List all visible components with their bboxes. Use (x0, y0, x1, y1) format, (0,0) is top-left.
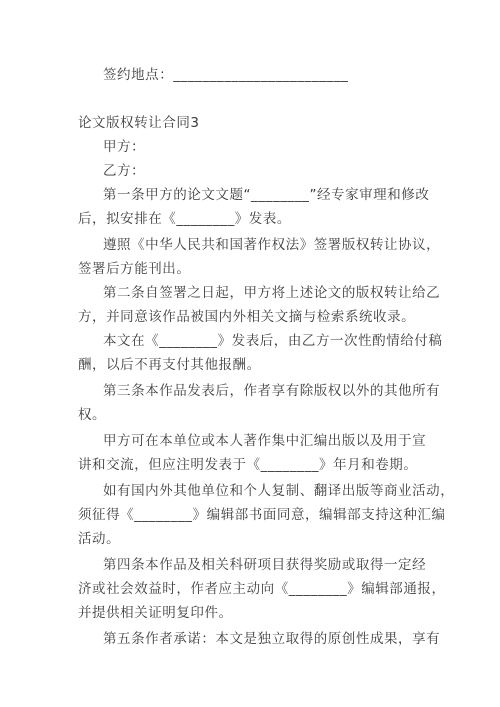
article-4-line-3: 并提供相关证明复印件。 (78, 605, 233, 621)
article-3-line-2: 权。 (78, 407, 107, 423)
party-b-label: 乙方： (103, 163, 146, 179)
payment-line-2: 酬，以后不再支付其他报酬。 (78, 357, 261, 373)
party-a-rights-line-2: 讲和交流，但应注明发表于《________》年月和卷期。 (78, 457, 418, 473)
commercial-use-line-2: 须征得《________》编辑部书面同意，编辑部支持这种汇编 (78, 507, 446, 523)
sign-location-line: 签约地点：________________________ (103, 67, 349, 83)
article-3-line-1: 第三条本作品发表后，作者享有除版权以外的其他所有 (103, 383, 441, 399)
party-a-label: 甲方： (103, 139, 146, 155)
copyright-law-line-2: 签署后方能刊出。 (78, 261, 191, 277)
party-a-rights-line-1: 甲方可在本单位或本人著作集中汇编出版以及用于宣 (103, 433, 427, 449)
article-1-line-1: 第一条甲方的论文文题“________”经专家审理和修改 (103, 187, 430, 203)
contract-title: 论文版权转让合同3 (78, 115, 200, 131)
article-2-line-1: 第二条自签署之日起，甲方将上述论文的版权转让给乙 (103, 285, 441, 301)
commercial-use-line-1: 如有国内外其他单位和个人复制、翻译出版等商业活动， (103, 483, 455, 499)
article-4-line-1: 第四条本作品及相关科研项目获得奖励或取得一定经 (103, 557, 427, 573)
article-2-line-2: 方，并同意该作品被国内外相关文摘与检索系统收录。 (78, 309, 416, 325)
article-5-line-1: 第五条作者承诺：本文是独立取得的原创性成果，享有 (103, 631, 441, 647)
payment-line-1: 本文在《________》发表后，由乙方一次性酌情给付稿 (103, 333, 443, 349)
article-4-line-2: 济或社会效益时，作者应主动向《________》编辑部通报， (78, 581, 446, 597)
article-1-line-2: 后，拟安排在《________》发表。 (78, 211, 291, 227)
copyright-law-line-1: 遵照《中华人民共和国著作权法》签署版权转让协议， (103, 237, 441, 253)
commercial-use-line-3: 活动。 (78, 531, 121, 547)
